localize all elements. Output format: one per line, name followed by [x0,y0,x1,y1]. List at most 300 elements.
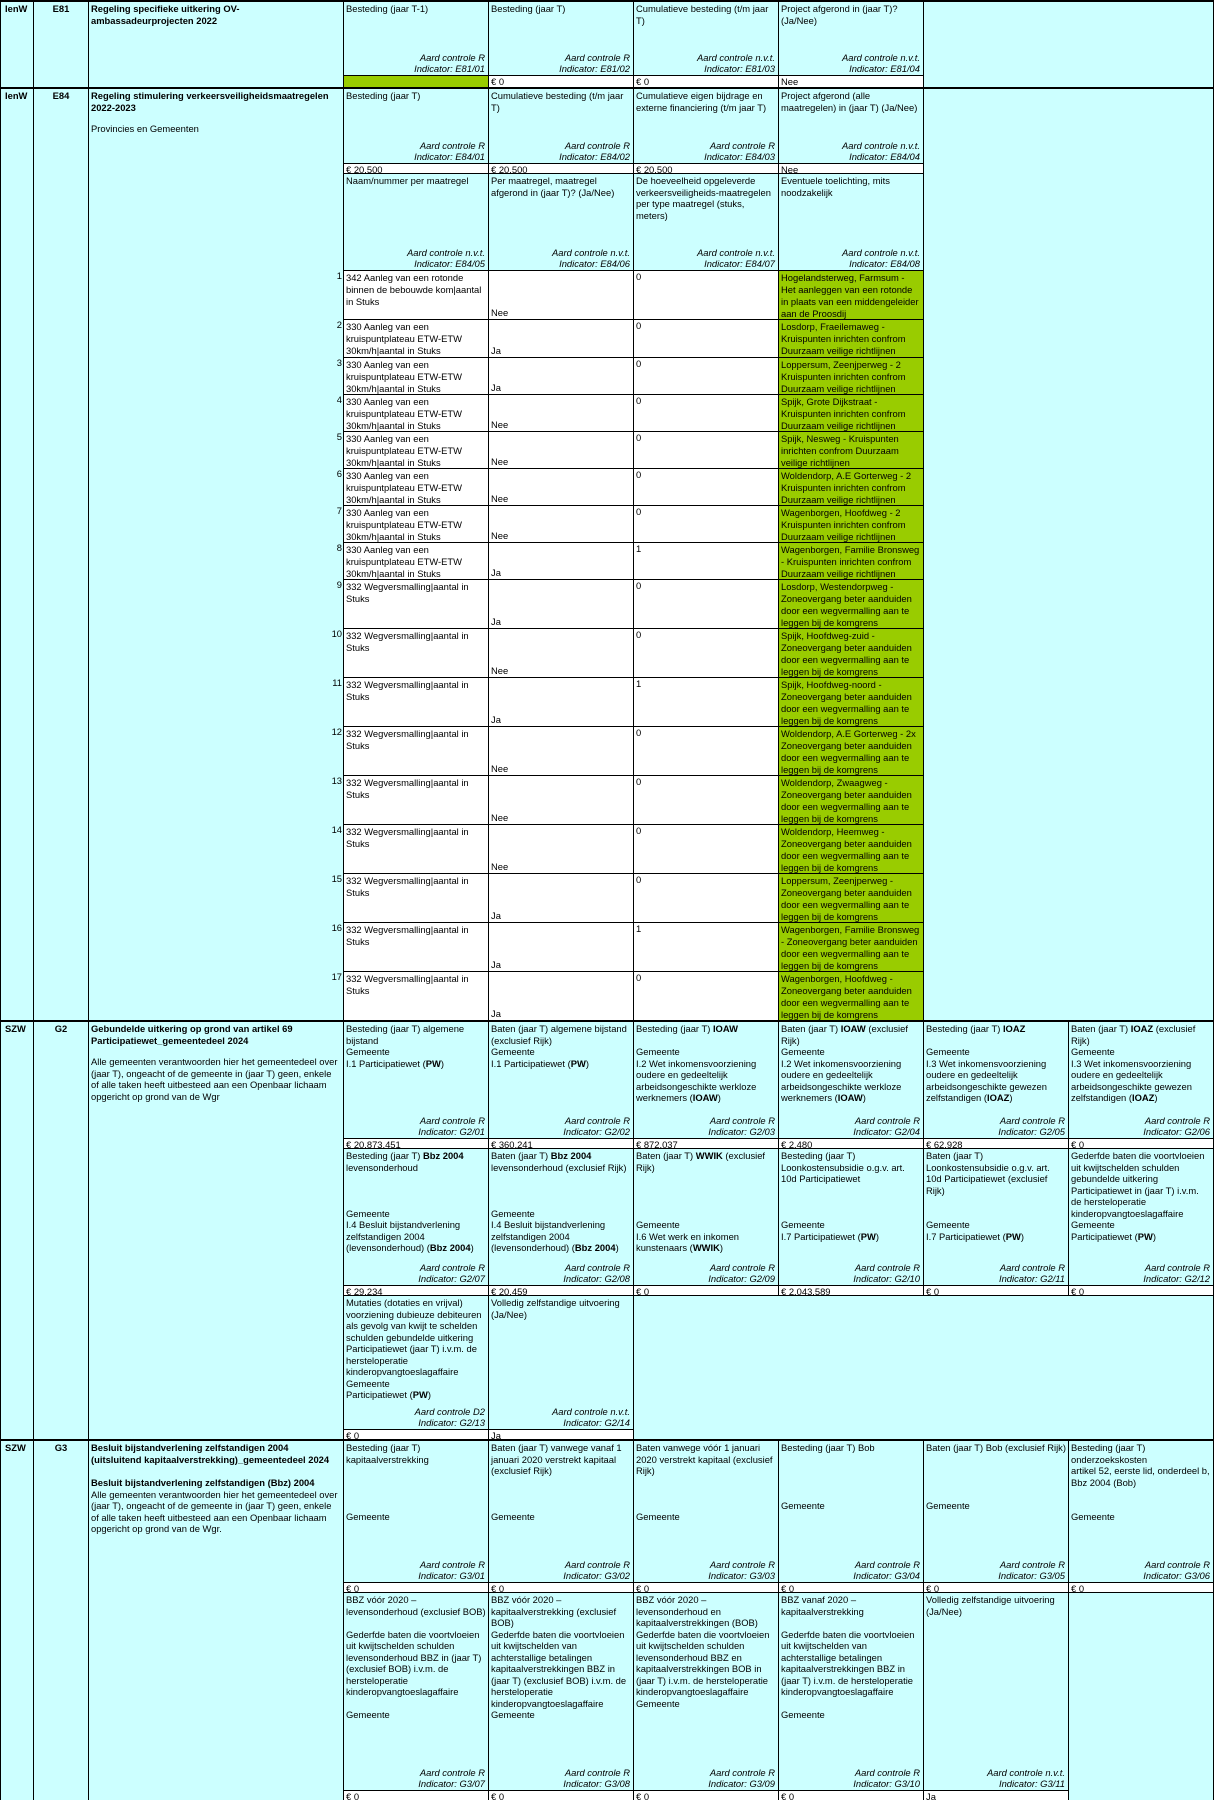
e84-row-done[interactable]: Ja [491,616,501,627]
g3-r2-col1-value-cell[interactable] [344,1790,489,1800]
g2-r1-col6-value-cell[interactable] [1069,1138,1214,1148]
e84-col3-value[interactable]: € 20.500 [636,164,673,173]
e84-col3-value-cell[interactable] [634,163,779,173]
g3-r2-col2-value[interactable]: € 0 [491,1791,505,1800]
g2-r1-col3-value-cell[interactable] [634,1138,779,1148]
e84-row-note-cell[interactable] [779,824,924,873]
e84-col5-header [344,173,489,270]
e81-col4-indicator: Indicator: E81/04 [849,63,920,74]
g2-r2-col1-value[interactable]: € 29.234 [346,1286,383,1295]
e84-row-name[interactable]: 332 Wegversmalling|aantal in Stuks [346,826,469,849]
g3-r2-col2-aard-controle: Aard controle R [564,1767,630,1778]
g2-r1-col3-value[interactable]: € 872.037 [636,1139,678,1148]
g3-r2-col4-value-cell[interactable] [779,1790,924,1800]
e84-row-name-cell[interactable] [344,824,489,873]
g3-r2-col5-value-cell[interactable] [924,1790,1069,1800]
g2-r2-col4-value[interactable]: € 2.043.589 [781,1286,831,1295]
g2-r2-col6-value-cell[interactable] [1069,1285,1214,1295]
e84-col2-aard-controle: Aard controle R [564,140,630,151]
e84-row-qty-cell[interactable] [634,357,779,394]
g3-r1-col4-value[interactable]: € 0 [781,1583,795,1592]
e84-row-name-cell[interactable] [344,628,489,677]
e84-row-number: 5 [336,431,342,442]
e84-row-name-cell[interactable] [344,542,489,579]
e84-row-name-cell[interactable] [344,971,489,1020]
g3-code-cell [34,1439,89,1800]
e84-col7-indicator: Indicator: E84/07 [704,258,775,269]
g2-r2-col1-label: Besteding (jaar T) Bbz 2004 levensonderhoud Gemeente I.4 Besluit bijstandverlening zelfstandigen 2004 (levensonderhoud) (Bbz 2004) [346,1150,474,1253]
e84-row-qty[interactable]: 0 [636,629,642,640]
e84-row-qty[interactable]: 0 [636,320,642,331]
e84-row-done-cell[interactable] [489,319,634,357]
e84-row-qty-cell[interactable] [634,505,779,542]
e84-row-qty[interactable]: 0 [636,727,642,738]
e84-col7-label: De hoeveelheid opgeleverde verkeersveiligheids-maatregelen per type maatregel (stuks, meters) [636,175,771,221]
g2-r3-col2-aard-controle: Aard controle n.v.t. [552,1406,630,1417]
e84-row-name[interactable]: 330 Aanleg van een kruispuntplateau ETW-ETW 30km/h|aantal in Stuks [346,470,463,505]
e84-col8-label: Eventuele toelichting, mits noodzakelijk [781,175,890,198]
e84-row-name-cell[interactable] [344,505,489,542]
g2-r2-col2-aard-controle: Aard controle R [564,1262,630,1273]
g3-r2-col3-value[interactable]: € 0 [636,1791,650,1800]
e84-row-name[interactable]: 330 Aanleg van een kruispuntplateau ETW-ETW 30km/h|aantal in Stuks [346,396,463,431]
e84-row-done[interactable]: Ja [491,567,501,578]
e84-row-qty[interactable]: 0 [636,825,642,836]
e84-row-qty[interactable]: 0 [636,776,642,787]
e84-row-name[interactable]: 332 Wegversmalling|aantal in Stuks [346,581,469,604]
e84-row-note-cell[interactable] [779,431,924,468]
g2-r3-col1-value[interactable]: € 0 [346,1430,360,1439]
e84-row-qty[interactable]: 0 [636,972,642,983]
e84-row-note[interactable]: Woldendorp, A.E Gorterweg - 2 Kruispunten inrichten confrom Duurzaam veilige richtlijnen [781,470,912,505]
g2-r1-col5-indicator: Indicator: G2/05 [998,1126,1065,1137]
g3-r1-col6-aard-controle: Aard controle R [1144,1559,1210,1570]
e84-col3-header [634,87,779,163]
g2-r2-col4-header [779,1148,924,1285]
g3-r2-col1-aard-controle: Aard controle R [419,1767,485,1778]
e84-row-name[interactable]: 330 Aanleg van een kruispuntplateau ETW-ETW 30km/h|aantal in Stuks [346,544,463,579]
g2-r2-col1-aard-controle: Aard controle R [419,1262,485,1273]
g3-r2-col4-value[interactable]: € 0 [781,1791,795,1800]
g3-ministry: SZW [5,1442,26,1453]
e84-row-qty[interactable]: 0 [636,395,642,406]
e84-row-done[interactable]: Ja [491,714,501,725]
e84-col8-aard-controle: Aard controle n.v.t. [842,247,920,258]
g3-r1-col1-indicator: Indicator: G3/01 [418,1570,485,1581]
e84-row-done-cell[interactable] [489,971,634,1020]
e84-row-name-cell[interactable] [344,775,489,824]
g2-r2-col4-indicator: Indicator: G2/10 [853,1273,920,1284]
e84-row-note[interactable]: Spijk, Grote Dijkstraat - Kruispunten inrichten confrom Duurzaam veilige richtlijnen [781,396,906,431]
e84-row-qty[interactable]: 0 [636,506,642,517]
g3-r2-col1-value[interactable]: € 0 [346,1791,360,1800]
e84-row-note[interactable]: Spijk, Nesweg - Kruispunten inrichten confrom Duurzaam veilige richtlijnen [781,433,899,468]
e84-row-done[interactable]: Nee [491,530,509,541]
e84-row-done[interactable]: Ja [491,910,501,921]
e84-row-name-cell[interactable] [344,394,489,431]
e84-row-done[interactable]: Nee [491,665,509,676]
e84-row-number: 14 [331,824,342,835]
e84-row-done-cell[interactable] [489,824,634,873]
e84-row-note[interactable]: Loppersum, Zeenjperweg - Zoneovergang beter aanduiden door een wegvermalling aan te leggen bij de komgrens [781,875,912,922]
e84-row-note[interactable]: Woldendorp, A.E Gorterweg - 2x Zoneovergang beter aanduiden door een wegvermalling aan te leggen bij de komgrens [781,728,916,775]
e81-col2-value[interactable]: € 0 [491,76,505,87]
g2-r1-col5-label: Besteding (jaar T) IOAZ Gemeente I.3 Wet inkomensvoorziening oudere en gedeeltelijk arbeidsongeschikte gewezen zelfstandigen (IOAZ) [926,1023,1047,1103]
g2-r3-col2-value-cell[interactable] [489,1429,634,1439]
e84-row-qty-cell[interactable] [634,775,779,824]
e84-row-done[interactable]: Nee [491,307,509,318]
e81-col2-indicator: Indicator: E81/02 [559,63,630,74]
e84-row-note-cell[interactable] [779,542,924,579]
g2-r2-col1-value-cell[interactable] [344,1285,489,1295]
g3-r2-col5-aard-controle: Aard controle n.v.t. [987,1767,1065,1778]
g2-r2-col4-value-cell[interactable] [779,1285,924,1295]
e81-title-cell [89,0,344,87]
e84-row-note[interactable]: Woldendorp, Heemweg - Zoneovergang beter aanduiden door een wegvermalling aan te leggen bij de komgrens [781,826,912,873]
g2-r1-col4-value[interactable]: € 2.480 [781,1139,813,1148]
e84-row-name[interactable]: 332 Wegversmalling|aantal in Stuks [346,777,469,800]
e84-row-name-cell[interactable] [344,579,489,628]
e84-row-note-cell[interactable] [779,775,924,824]
g2-r2-col4-aard-controle: Aard controle R [854,1262,920,1273]
e84-row-name-cell[interactable] [344,677,489,726]
g2-r1-col1-header [344,1020,489,1138]
g2-r2-col6-header [1069,1148,1214,1285]
g3-r1-col1-value-cell[interactable] [344,1582,489,1592]
e84-col4-value-cell[interactable] [779,163,924,173]
e84-row-done[interactable]: Nee [491,812,509,823]
e84-row-done-cell[interactable] [489,873,634,922]
g3-r1-col4-header [779,1439,924,1582]
g2-r1-col6-header [1069,1020,1214,1138]
e84-row-name[interactable]: 332 Wegversmalling|aantal in Stuks [346,924,469,947]
e84-col1-aard-controle: Aard controle R [419,140,485,151]
e84-row-name[interactable]: 330 Aanleg van een kruispuntplateau ETW-ETW 30km/h|aantal in Stuks [346,507,463,542]
e84-row-number: 17 [331,971,342,982]
e81-col3-aard-controle: Aard controle n.v.t. [697,52,775,63]
g3-r2-col3-aard-controle: Aard controle R [709,1767,775,1778]
e84-row-done[interactable]: Ja [491,1008,501,1019]
g3-r1-col4-value-cell[interactable] [779,1582,924,1592]
g2-r2-col3-value-cell[interactable] [634,1285,779,1295]
e84-row-qty-cell[interactable] [634,873,779,922]
e84-row-number: 3 [336,357,342,368]
g2-r3-col2-value[interactable]: Ja [491,1430,501,1439]
g3-r1-col1-value[interactable]: € 0 [346,1583,360,1592]
e84-col5-label: Naam/nummer per maatregel [346,175,469,186]
e81-col3-value-cell[interactable] [634,75,779,87]
g2-r2-col5-value-cell[interactable] [924,1285,1069,1295]
g2-r1-col4-value-cell[interactable] [779,1138,924,1148]
e84-row-done-cell[interactable] [489,431,634,468]
e84-row-qty-cell[interactable] [634,726,779,775]
e84-row-name-cell[interactable] [344,431,489,468]
e84-row-qty[interactable]: 1 [636,923,642,934]
g3-r1-col6-value-cell[interactable] [1069,1582,1214,1592]
e84-row-name-cell[interactable] [344,468,489,505]
g3-r2-col2-header [489,1592,634,1790]
g2-r2-col6-aard-controle: Aard controle R [1144,1262,1210,1273]
g3-title-text: Besluit bijstandverlening zelfstandigen 2004 (uitsluitend kapitaalverstrekking)_gemeentedeel 2024 [91,1442,330,1465]
e84-row-note[interactable]: Woldendorp, Zwaagweg - Zoneovergang beter aanduiden door een wegvermalling aan te leggen bij de komgrens [781,777,912,824]
e84-row-done-cell[interactable] [489,726,634,775]
g2-r2-col1-indicator: Indicator: G2/07 [418,1273,485,1284]
e84-row-name[interactable]: 332 Wegversmalling|aantal in Stuks [346,679,469,702]
e84-row-done[interactable]: Nee [491,861,509,872]
g2-r1-col5-value[interactable]: € 62.928 [926,1139,963,1148]
g2-r1-col1-label: Besteding (jaar T) algemene bijstand Gemeente I.1 Participatiewet (PW) [346,1023,465,1069]
e84-row-qty[interactable]: 0 [636,874,642,885]
g2-r2-col5-value[interactable]: € 0 [926,1286,940,1295]
e84-col2-value[interactable]: € 20.500 [491,164,528,173]
e84-row-note-cell[interactable] [779,922,924,971]
g3-title-cell [89,1439,344,1800]
e84-ministry: IenW [5,90,28,101]
e84-row-note-cell[interactable] [779,971,924,1020]
e84-row-done-cell[interactable] [489,775,634,824]
e84-row-qty-cell[interactable] [634,971,779,1020]
g2-r2-col1-header [344,1148,489,1285]
e84-row-done[interactable]: Nee [491,493,509,504]
e84-row-name[interactable]: 332 Wegversmalling|aantal in Stuks [346,973,469,996]
e81-col1-aard-controle: Aard controle R [419,52,485,63]
e84-row-done[interactable]: Ja [491,382,501,393]
e84-row-name-cell[interactable] [344,726,489,775]
e84-row-qty[interactable]: 0 [636,469,642,480]
e84-col5-indicator: Indicator: E84/05 [414,258,485,269]
e84-row-qty-cell[interactable] [634,677,779,726]
g3-r2-col3-value-cell[interactable] [634,1790,779,1800]
e84-row-note-cell[interactable] [779,357,924,394]
g3-r2-col4-indicator: Indicator: G3/10 [853,1778,920,1789]
g2-r1-col1-value[interactable]: € 20.873.451 [346,1139,401,1148]
e81-col4-header [779,0,924,75]
e84-row-qty-cell[interactable] [634,394,779,431]
e84-col2-value-cell[interactable] [489,163,634,173]
g2-empty-area [634,1295,1214,1439]
e84-row-number: 15 [331,873,342,884]
g3-r1-col5-value-cell[interactable] [924,1582,1069,1592]
e84-row-qty-cell[interactable] [634,922,779,971]
g3-r2-col5-value[interactable]: Ja [926,1791,936,1800]
g3-r1-col6-value[interactable]: € 0 [1071,1583,1085,1592]
e84-row-name[interactable]: 342 Aanleg van een rotonde binnen de bebouwde kom|aantal in Stuks [346,272,482,307]
e84-row-qty[interactable]: 0 [636,358,642,369]
e84-col1-value-cell[interactable] [344,163,489,173]
e84-row-qty[interactable]: 1 [636,543,642,554]
e81-col1-value-cell[interactable] [344,75,489,87]
e84-row-done[interactable]: Ja [491,345,501,356]
e84-row-done-cell[interactable] [489,505,634,542]
g3-r2-col5-indicator: Indicator: G3/11 [998,1778,1065,1789]
e84-row-note[interactable]: Wagenborgen, Familie Bronsweg - Kruispunten inrichten confrom Duurzaam veilige richtlijnen [781,544,920,579]
g3-r2-col5-label: Volledig zelfstandige uitvoering (Ja/Nee) [926,1594,1055,1617]
g2-r2-col5-aard-controle: Aard controle R [999,1262,1065,1273]
g3-r2-col5-header [924,1592,1069,1790]
e84-empty-area [924,87,1214,1020]
g2-ministry-cell [0,1020,34,1439]
g3-subtitle: Alle gemeenten verantwoorden hier het gemeentedeel over (jaar T), ongeacht of de gemeente in (jaar T) geen, enkele of alle taken heeft uitbesteed aan een Openbaar lichaam opgericht op grond van de Wgr. [91,1488,338,1534]
e84-col3-indicator: Indicator: E84/03 [704,151,775,162]
e84-row-note-cell[interactable] [779,394,924,431]
e84-row-qty[interactable]: 0 [636,271,642,282]
e84-row-done-cell[interactable] [489,628,634,677]
e84-row-note-cell[interactable] [779,468,924,505]
g2-subtitle: Alle gemeenten verantwoorden hier het gemeentedeel over (jaar T), ongeacht of de gemeente in (jaar T) geen, enkele of alle taken heeft uitbesteed aan een Openbaar lichaam opgericht op grond van de Wgr [91,1056,338,1102]
e84-row-note-cell[interactable] [779,579,924,628]
g2-r1-col2-header [489,1020,634,1138]
g3-code: G3 [54,1442,68,1453]
e81-col4-value[interactable]: Nee [781,76,799,87]
e84-row-note[interactable]: Spijk, Hoofdweg-zuid - Zoneovergang beter aanduiden door een wegvermalling aan te leggen bij de komgrens [781,630,912,677]
e81-col4-value-cell[interactable] [779,75,924,87]
e84-row-qty-cell[interactable] [634,270,779,319]
e84-row-qty-cell[interactable] [634,542,779,579]
g2-r1-col3-indicator: Indicator: G2/03 [708,1126,775,1137]
e84-row-name-cell[interactable] [344,319,489,357]
e84-row-done-cell[interactable] [489,542,634,579]
e84-row-done-cell[interactable] [489,468,634,505]
e84-row-qty[interactable]: 0 [636,432,642,443]
e81-col1-indicator: Indicator: E81/01 [414,63,485,74]
g2-title [91,1023,340,1102]
e81-col1-label: Besteding (jaar T-1) [346,3,429,14]
e84-row-qty-cell[interactable] [634,824,779,873]
e81-code-cell [34,0,89,87]
e84-row-done[interactable]: Nee [491,419,509,430]
e84-col4-value[interactable]: Nee [781,164,799,173]
g2-r3-col1-indicator: Indicator: G2/13 [418,1417,485,1428]
e84-row-name-cell[interactable] [344,922,489,971]
e81-title-text: Regeling specifieke uitkering OV-ambassadeurprojecten 2022 [91,3,240,26]
e84-row-done-cell[interactable] [489,394,634,431]
e81-col2-label: Besteding (jaar T) [491,3,566,14]
e84-row-name[interactable]: 332 Wegversmalling|aantal in Stuks [346,630,469,653]
g3-r1-col2-value[interactable]: € 0 [491,1583,505,1592]
e81-col3-value[interactable]: € 0 [636,76,650,87]
e81-empty-area [924,0,1214,87]
e84-row-note-cell[interactable] [779,270,924,319]
g2-r2-col2-value[interactable]: € 20.459 [491,1286,528,1295]
e84-row-name-cell[interactable] [344,873,489,922]
g3-r2-col3-label: BBZ vóór 2020 – levensonderhoud en kapitaalverstrekkingen (BOB) Gederfde baten die voortvloeien uit kwijtschelden schulden levensonderhoud BBZ en kapitaalverstrekkingen BOB in (jaar T) i.v.m. de hersteloperatie kinderopvangtoeslagaffaire Gemeente [636,1594,770,1709]
e84-row-done-cell[interactable] [489,677,634,726]
e84-row-number: 4 [336,394,342,405]
e84-col1-header [344,87,489,163]
e84-row-qty-cell[interactable] [634,628,779,677]
g3-subtitle-bold: Besluit bijstandverlening zelfstandigen (Bbz) 2004 [91,1477,315,1488]
e84-row-note-cell[interactable] [779,873,924,922]
e84-col2-label: Cumulatieve besteding (t/m jaar T) [491,90,624,113]
g3-r1-col3-value[interactable]: € 0 [636,1583,650,1592]
e84-row-qty-cell[interactable] [634,431,779,468]
e84-row-note[interactable]: Losdorp, Fraeilemaweg - Kruispunten inrichten confrom Duurzaam veilige richtlijnen [781,321,906,356]
g3-r1-col5-value[interactable]: € 0 [926,1583,940,1592]
e84-row-note[interactable]: Wagenborgen, Familie Bronsweg - Zoneovergang beter aanduiden door een wegvermalling aan te leggen bij de komgrens [781,924,920,971]
e84-row-note[interactable]: Hogelandsterweg, Farmsum - Het aanleggen van een rotonde in plaats van een middengeleider aan de Proosdij [781,272,919,319]
e84-row-done-cell[interactable] [489,270,634,319]
e84-row-qty-cell[interactable] [634,579,779,628]
e84-row-done[interactable]: Nee [491,456,509,467]
e84-row-name-cell[interactable] [344,357,489,394]
e84-col6-label: Per maatregel, maatregel afgerond in (jaar T)? (Ja/Nee) [491,175,615,198]
e84-row-note-cell[interactable] [779,505,924,542]
e84-row-done-cell[interactable] [489,357,634,394]
g2-r2-col6-value[interactable]: € 0 [1071,1286,1085,1295]
g2-r3-col1-label: Mutaties (dotaties en vrijval) voorziening dubieuze debiteuren als gevolg van kwijt te schelden schulden gebundelde uitkering Participatiewet (jaar T) i.v.m. de hersteloperatie kinderopvangtoeslagaffaire Gemeente Participatiewet (PW) [346,1297,482,1400]
e84-row-name-cell[interactable] [344,270,489,319]
e84-row-name[interactable]: 330 Aanleg van een kruispuntplateau ETW-ETW 30km/h|aantal in Stuks [346,359,463,394]
e84-row-note-cell[interactable] [779,319,924,357]
e84-col5-aard-controle: Aard controle n.v.t. [407,247,485,258]
e84-row-qty-cell[interactable] [634,319,779,357]
e84-row-name[interactable]: 332 Wegversmalling|aantal in Stuks [346,728,469,751]
e84-row-qty[interactable]: 1 [636,678,642,689]
g3-r1-col3-value-cell[interactable] [634,1582,779,1592]
g2-r2-col2-value-cell[interactable] [489,1285,634,1295]
e81-col3-header [634,0,779,75]
e84-row-number: 6 [336,468,342,479]
g3-r2-col1-indicator: Indicator: G3/07 [418,1778,485,1789]
e84-row-note[interactable]: Spijk, Hoofdweg-noord - Zoneovergang beter aanduiden door een wegvermalling aan te leggen bij de komgrens [781,679,912,726]
g2-r1-col1-value-cell[interactable] [344,1138,489,1148]
g2-r2-col2-header [489,1148,634,1285]
e84-row-note[interactable]: Wagenborgen, Hoofdweg - Zoneovergang beter aanduiden door een wegvermalling aan te leggen bij de komgrens [781,973,912,1020]
g2-r1-col6-value[interactable]: € 0 [1071,1139,1085,1148]
g2-r1-col3-label: Besteding (jaar T) IOAW Gemeente I.2 Wet inkomensvoorziening oudere en gedeeltelijk arbeidsongeschikte werkloze werknemers (IOAW) [636,1023,757,1103]
e84-col8-header [779,173,924,270]
e84-row-note[interactable]: Losdorp, Westendorpweg - Zoneovergang beter aanduiden door een wegvermalling aan te leggen bij de komgrens [781,581,912,628]
g2-r3-col1-header [344,1295,489,1429]
g2-r2-col5-indicator: Indicator: G2/11 [998,1273,1065,1284]
e84-row-done-cell[interactable] [489,922,634,971]
e84-row-note-cell[interactable] [779,628,924,677]
e84-row-name[interactable]: 332 Wegversmalling|aantal in Stuks [346,875,469,898]
g2-r2-col3-aard-controle: Aard controle R [709,1262,775,1273]
g3-r1-col6-header [1069,1439,1214,1582]
e84-row-done[interactable]: Ja [491,959,501,970]
g3-r1-col1-aard-controle: Aard controle R [419,1559,485,1570]
g2-r1-col5-value-cell[interactable] [924,1138,1069,1148]
e81-col2-value-cell[interactable] [489,75,634,87]
g2-r3-col1-value-cell[interactable] [344,1429,489,1439]
e84-row-name[interactable]: 330 Aanleg van een kruispuntplateau ETW-ETW 30km/h|aantal in Stuks [346,321,463,356]
e84-row-note-cell[interactable] [779,726,924,775]
g3-r1-col2-value-cell[interactable] [489,1582,634,1592]
e84-row-note[interactable]: Loppersum, Zeenjperweg - 2 Kruispunten inrichten confrom Duurzaam veilige richtlijnen [781,359,906,394]
e84-col3-aard-controle: Aard controle R [709,140,775,151]
e84-row-qty-cell[interactable] [634,468,779,505]
e84-row-done-cell[interactable] [489,579,634,628]
g3-r1-col6-indicator: Indicator: G3/06 [1143,1570,1210,1581]
e84-col1-value[interactable]: € 20.500 [346,164,383,173]
e84-row-note[interactable]: Wagenborgen, Hoofdweg - 2 Kruispunten inrichten confrom Duurzaam veilige richtlijnen [781,507,906,542]
e81-col2-aard-controle: Aard controle R [564,52,630,63]
g2-r1-col2-value[interactable]: € 360.241 [491,1139,533,1148]
g2-r1-col2-value-cell[interactable] [489,1138,634,1148]
g3-empty-area [1069,1592,1214,1800]
e84-row-note-cell[interactable] [779,677,924,726]
e84-row-done[interactable]: Nee [491,763,509,774]
g3-r2-col2-value-cell[interactable] [489,1790,634,1800]
g2-code: G2 [54,1023,68,1034]
g3-r2-col4-header [779,1592,924,1790]
e84-row-name[interactable]: 330 Aanleg van een kruispuntplateau ETW-ETW 30km/h|aantal in Stuks [346,433,463,468]
g2-r2-col3-value[interactable]: € 0 [636,1286,650,1295]
e84-row-qty[interactable]: 0 [636,580,642,591]
e81-ministry: IenW [5,3,28,14]
g2-r1-col4-aard-controle: Aard controle R [854,1115,920,1126]
